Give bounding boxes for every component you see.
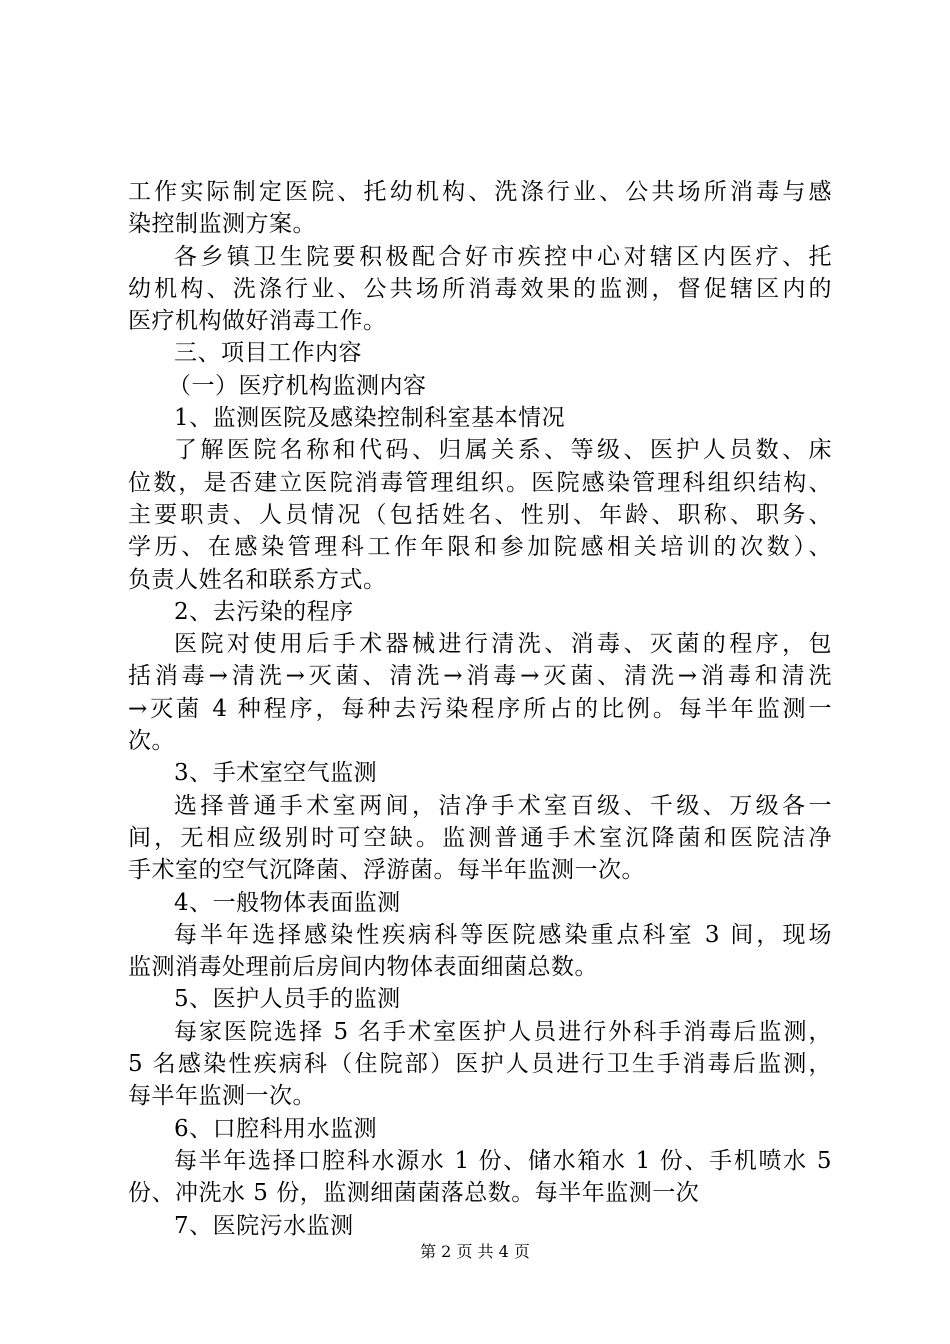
text-line: 每半年选择感染性疾病科等医院感染重点科室 3 间，现场 [174, 921, 832, 948]
text-line: 位数，是否建立医院消毒管理组织。医院感染管理科组织结构、 [128, 469, 832, 496]
text-line: 括消毒→清洗→灭菌、清洗→消毒→灭菌、清洗→消毒和清洗 [128, 663, 832, 690]
item-heading: 7、医院污水监测 [174, 1212, 354, 1239]
subsection-heading: （一）医疗机构监测内容 [168, 372, 427, 399]
text-line: 医院对使用后手术器械进行清洗、消毒、灭菌的程序，包 [174, 631, 832, 658]
text-line: 学历、在感染管理科工作年限和参加院感相关培训的次数）、 [128, 534, 832, 561]
text-line: 手术室的空气沉降菌、浮游菌。每半年监测一次。 [128, 857, 645, 884]
text-line: 选择普通手术室两间，洁净手术室百级、千级、万级各一 [174, 792, 832, 819]
text-line: 染控制监测方案。 [128, 211, 316, 238]
text-line: 份、冲洗水 5 份，监测细菌菌落总数。每半年监测一次 [128, 1180, 700, 1207]
text-line: 次。 [128, 728, 175, 755]
section-heading: 三、项目工作内容 [174, 340, 362, 367]
text-line: 了解医院名称和代码、归属关系、等级、医护人员数、床 [174, 437, 832, 464]
text-line: 各乡镇卫生院要积极配合好市疾控中心对辖区内医疗、托 [174, 243, 832, 270]
text-line: 负责人姓名和联系方式。 [128, 566, 387, 593]
item-heading: 5、医护人员手的监测 [174, 986, 401, 1013]
text-line: 5 名感染性疾病科（住院部）医护人员进行卫生手消毒后监测， [128, 1051, 832, 1078]
text-line: 主要职责、人员情况（包括姓名、性别、年龄、职称、职务、 [128, 501, 832, 528]
item-heading: 3、手术室空气监测 [174, 760, 378, 787]
text-line: →灭菌 4 种程序，每种去污染程序所占的比例。每半年监测一 [128, 695, 832, 722]
item-heading: 4、一般物体表面监测 [174, 889, 401, 916]
text-line: 每半年监测一次。 [128, 1083, 316, 1110]
item-heading: 6、口腔科用水监测 [174, 1115, 378, 1142]
page-number-footer: 第 2 页 共 4 页 [420, 1242, 530, 1261]
item-heading: 2、去污染的程序 [174, 598, 354, 625]
text-line: 间，无相应级别时可空缺。监测普通手术室沉降菌和医院洁净 [128, 824, 832, 851]
text-line: 医疗机构做好消毒工作。 [128, 308, 387, 335]
text-line: 监测消毒处理前后房间内物体表面细菌总数。 [128, 954, 598, 981]
text-line: 每家医院选择 5 名手术室医护人员进行外科手消毒后监测， [174, 1018, 832, 1045]
item-heading: 1、监测医院及感染控制科室基本情况 [174, 405, 566, 432]
text-line: 幼机构、洗涤行业、公共场所消毒效果的监测，督促辖区内的 [128, 275, 832, 302]
text-line: 工作实际制定医院、托幼机构、洗涤行业、公共场所消毒与感 [128, 179, 832, 205]
document-body [128, 176, 832, 1242]
text-line: 每半年选择口腔科水源水 1 份、储水箱水 1 份、手机喷水 5 [174, 1147, 832, 1174]
